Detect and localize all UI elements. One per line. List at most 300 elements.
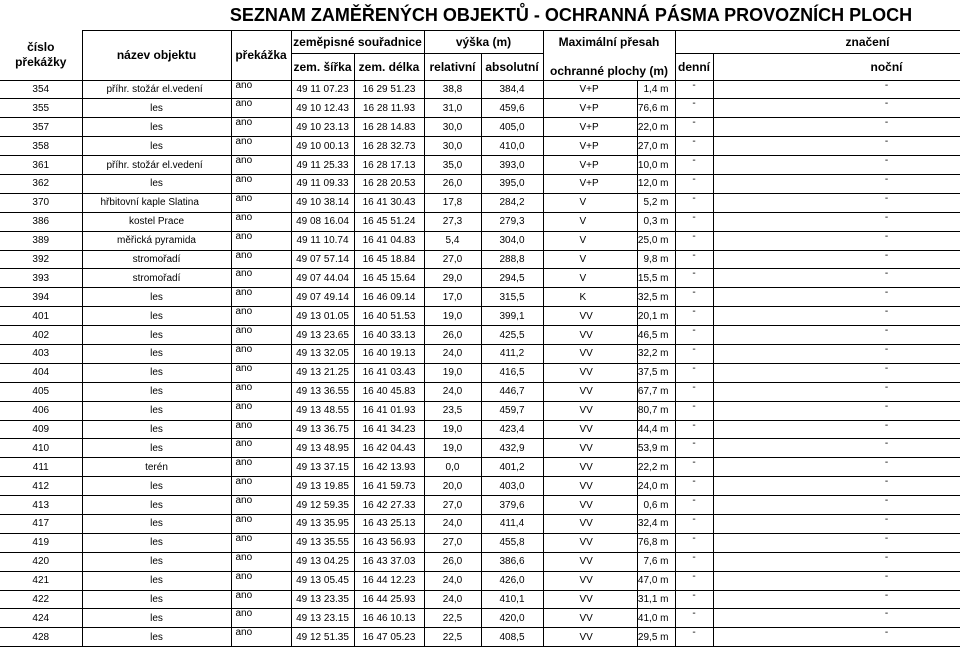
table-row bbox=[0, 307, 960, 326]
cell-night-marking: - bbox=[713, 401, 960, 420]
cell-protection-zone: V+P bbox=[543, 80, 637, 99]
cell-obstacle-flag: ano bbox=[231, 401, 291, 420]
cell-night-marking: - bbox=[713, 477, 960, 496]
cell-obstacle-flag: ano bbox=[231, 118, 291, 137]
cell-object-name: les bbox=[82, 401, 231, 420]
cell-obstacle-flag: ano bbox=[231, 363, 291, 382]
cell-night-marking: - bbox=[713, 344, 960, 363]
cell-night-marking: - bbox=[713, 628, 960, 647]
cell-longitude: 16 41 59.73 bbox=[354, 477, 424, 496]
cell-obstacle-number: 386 bbox=[0, 212, 82, 231]
cell-overhang: 67,7 m bbox=[637, 382, 675, 401]
cell-relative-height: 26,0 bbox=[424, 174, 481, 193]
cell-obstacle-number: 354 bbox=[0, 80, 82, 99]
cell-relative-height: 30,0 bbox=[424, 137, 481, 156]
cell-latitude: 49 13 23.35 bbox=[291, 590, 354, 609]
cell-object-name: les bbox=[82, 326, 231, 345]
cell-object-name: kostel Prace bbox=[82, 212, 231, 231]
cell-longitude: 16 45 15.64 bbox=[354, 269, 424, 288]
cell-relative-height: 22,5 bbox=[424, 628, 481, 647]
cell-relative-height: 27,0 bbox=[424, 250, 481, 269]
table-row bbox=[0, 269, 960, 288]
cell-latitude: 49 10 23.13 bbox=[291, 118, 354, 137]
cell-obstacle-number: 370 bbox=[0, 193, 82, 212]
cell-object-name: les bbox=[82, 307, 231, 326]
cell-absolute-height: 408,5 bbox=[481, 628, 543, 647]
cell-longitude: 16 42 13.93 bbox=[354, 458, 424, 477]
cell-obstacle-flag: ano bbox=[231, 514, 291, 533]
cell-absolute-height: 459,7 bbox=[481, 401, 543, 420]
cell-latitude: 49 13 48.95 bbox=[291, 439, 354, 458]
cell-latitude: 49 13 32.05 bbox=[291, 344, 354, 363]
cell-latitude: 49 10 00.13 bbox=[291, 137, 354, 156]
cell-obstacle-flag: ano bbox=[231, 174, 291, 193]
cell-protection-zone: VV bbox=[543, 533, 637, 552]
cell-night-marking: - bbox=[713, 533, 960, 552]
cell-night-marking: - bbox=[713, 174, 960, 193]
cell-relative-height: 23,5 bbox=[424, 401, 481, 420]
cell-overhang: 29,5 m bbox=[637, 628, 675, 647]
cell-latitude: 49 13 48.55 bbox=[291, 401, 354, 420]
cell-protection-zone: VV bbox=[543, 401, 637, 420]
cell-obstacle-flag: ano bbox=[231, 628, 291, 647]
cell-overhang: 0,6 m bbox=[637, 496, 675, 515]
cell-longitude: 16 28 11.93 bbox=[354, 99, 424, 118]
cell-protection-zone: VV bbox=[543, 477, 637, 496]
cell-object-name: les bbox=[82, 571, 231, 590]
cell-overhang: 32,2 m bbox=[637, 344, 675, 363]
cell-protection-zone: V bbox=[543, 269, 637, 288]
cell-absolute-height: 315,5 bbox=[481, 288, 543, 307]
cell-longitude: 16 28 14.83 bbox=[354, 118, 424, 137]
cell-protection-zone: VV bbox=[543, 552, 637, 571]
cell-latitude: 49 13 23.15 bbox=[291, 609, 354, 628]
cell-absolute-height: 432,9 bbox=[481, 439, 543, 458]
cell-day-marking: - bbox=[675, 193, 713, 212]
cell-obstacle-flag: ano bbox=[231, 420, 291, 439]
cell-overhang: 9,8 m bbox=[637, 250, 675, 269]
cell-day-marking: - bbox=[675, 212, 713, 231]
cell-object-name: les bbox=[82, 533, 231, 552]
cell-longitude: 16 43 56.93 bbox=[354, 533, 424, 552]
cell-protection-zone: VV bbox=[543, 458, 637, 477]
cell-protection-zone: V bbox=[543, 193, 637, 212]
cell-relative-height: 19,0 bbox=[424, 439, 481, 458]
cell-protection-zone: VV bbox=[543, 382, 637, 401]
header-object-name: název objektu bbox=[82, 31, 231, 81]
cell-relative-height: 27,0 bbox=[424, 533, 481, 552]
cell-overhang: 76,6 m bbox=[637, 99, 675, 118]
cell-obstacle-number: 403 bbox=[0, 344, 82, 363]
cell-longitude: 16 46 09.14 bbox=[354, 288, 424, 307]
cell-longitude: 16 28 17.13 bbox=[354, 156, 424, 175]
cell-overhang: 12,0 m bbox=[637, 174, 675, 193]
cell-object-name: les bbox=[82, 477, 231, 496]
cell-relative-height: 19,0 bbox=[424, 307, 481, 326]
cell-absolute-height: 284,2 bbox=[481, 193, 543, 212]
cell-latitude: 49 13 37.15 bbox=[291, 458, 354, 477]
cell-longitude: 16 40 33.13 bbox=[354, 326, 424, 345]
cell-object-name: les bbox=[82, 628, 231, 647]
cell-obstacle-number: 392 bbox=[0, 250, 82, 269]
cell-object-name: les bbox=[82, 344, 231, 363]
cell-object-name: příhr. stožár el.vedení bbox=[82, 80, 231, 99]
table-row bbox=[0, 326, 960, 345]
cell-object-name: příhr. stožár el.vedení bbox=[82, 156, 231, 175]
cell-latitude: 49 13 36.75 bbox=[291, 420, 354, 439]
header-absolute-height: absolutní bbox=[481, 54, 543, 81]
cell-longitude: 16 44 12.23 bbox=[354, 571, 424, 590]
cell-obstacle-flag: ano bbox=[231, 307, 291, 326]
cell-obstacle-flag: ano bbox=[231, 533, 291, 552]
cell-relative-height: 27,3 bbox=[424, 212, 481, 231]
table-row bbox=[0, 477, 960, 496]
cell-obstacle-flag: ano bbox=[231, 571, 291, 590]
cell-protection-zone: VV bbox=[543, 344, 637, 363]
cell-absolute-height: 403,0 bbox=[481, 477, 543, 496]
cell-relative-height: 24,0 bbox=[424, 344, 481, 363]
table-row bbox=[0, 609, 960, 628]
cell-day-marking: - bbox=[675, 250, 713, 269]
header-night: noční bbox=[713, 54, 960, 81]
cell-protection-zone: V+P bbox=[543, 99, 637, 118]
header-height: výška (m) bbox=[424, 31, 543, 54]
cell-night-marking: - bbox=[713, 156, 960, 175]
cell-obstacle-number: 411 bbox=[0, 458, 82, 477]
cell-day-marking: - bbox=[675, 269, 713, 288]
table-row bbox=[0, 496, 960, 515]
cell-obstacle-number: 402 bbox=[0, 326, 82, 345]
cell-latitude: 49 13 05.45 bbox=[291, 571, 354, 590]
cell-overhang: 22,2 m bbox=[637, 458, 675, 477]
cell-obstacle-flag: ano bbox=[231, 80, 291, 99]
cell-obstacle-number: 361 bbox=[0, 156, 82, 175]
cell-protection-zone: VV bbox=[543, 628, 637, 647]
cell-obstacle-number: 355 bbox=[0, 99, 82, 118]
cell-obstacle-number: 412 bbox=[0, 477, 82, 496]
table-row bbox=[0, 118, 960, 137]
cell-relative-height: 30,0 bbox=[424, 118, 481, 137]
cell-object-name: les bbox=[82, 514, 231, 533]
cell-latitude: 49 13 04.25 bbox=[291, 552, 354, 571]
cell-protection-zone: V+P bbox=[543, 137, 637, 156]
cell-relative-height: 19,0 bbox=[424, 363, 481, 382]
cell-day-marking: - bbox=[675, 174, 713, 193]
cell-obstacle-flag: ano bbox=[231, 156, 291, 175]
cell-protection-zone: VV bbox=[543, 571, 637, 590]
cell-longitude: 16 28 20.53 bbox=[354, 174, 424, 193]
cell-overhang: 5,2 m bbox=[637, 193, 675, 212]
cell-day-marking: - bbox=[675, 439, 713, 458]
cell-overhang: 44,4 m bbox=[637, 420, 675, 439]
cell-overhang: 32,4 m bbox=[637, 514, 675, 533]
table-row bbox=[0, 288, 960, 307]
cell-obstacle-number: 428 bbox=[0, 628, 82, 647]
cell-obstacle-number: 404 bbox=[0, 363, 82, 382]
header-longitude: zem. délka bbox=[354, 54, 424, 81]
cell-relative-height: 24,0 bbox=[424, 590, 481, 609]
cell-day-marking: - bbox=[675, 99, 713, 118]
cell-longitude: 16 40 19.13 bbox=[354, 344, 424, 363]
cell-overhang: 41,0 m bbox=[637, 609, 675, 628]
cell-obstacle-number: 362 bbox=[0, 174, 82, 193]
cell-overhang: 7,6 m bbox=[637, 552, 675, 571]
cell-protection-zone: V+P bbox=[543, 118, 637, 137]
cell-obstacle-number: 405 bbox=[0, 382, 82, 401]
cell-obstacle-flag: ano bbox=[231, 212, 291, 231]
cell-object-name: les bbox=[82, 496, 231, 515]
cell-obstacle-flag: ano bbox=[231, 382, 291, 401]
cell-longitude: 16 41 30.43 bbox=[354, 193, 424, 212]
cell-day-marking: - bbox=[675, 420, 713, 439]
cell-overhang: 31,1 m bbox=[637, 590, 675, 609]
cell-protection-zone: VV bbox=[543, 326, 637, 345]
cell-night-marking: - bbox=[713, 326, 960, 345]
cell-absolute-height: 423,4 bbox=[481, 420, 543, 439]
cell-longitude: 16 46 10.13 bbox=[354, 609, 424, 628]
cell-object-name: les bbox=[82, 174, 231, 193]
cell-obstacle-flag: ano bbox=[231, 496, 291, 515]
cell-absolute-height: 410,0 bbox=[481, 137, 543, 156]
cell-day-marking: - bbox=[675, 231, 713, 250]
cell-obstacle-flag: ano bbox=[231, 344, 291, 363]
cell-longitude: 16 29 51.23 bbox=[354, 80, 424, 99]
cell-protection-zone: VV bbox=[543, 363, 637, 382]
cell-absolute-height: 411,4 bbox=[481, 514, 543, 533]
cell-absolute-height: 393,0 bbox=[481, 156, 543, 175]
cell-longitude: 16 41 34.23 bbox=[354, 420, 424, 439]
cell-latitude: 49 12 51.35 bbox=[291, 628, 354, 647]
cell-overhang: 20,1 m bbox=[637, 307, 675, 326]
cell-absolute-height: 294,5 bbox=[481, 269, 543, 288]
cell-night-marking: - bbox=[713, 439, 960, 458]
cell-absolute-height: 279,3 bbox=[481, 212, 543, 231]
table-row bbox=[0, 80, 960, 99]
cell-night-marking: - bbox=[713, 458, 960, 477]
cell-relative-height: 17,8 bbox=[424, 193, 481, 212]
cell-overhang: 10,0 m bbox=[637, 156, 675, 175]
cell-relative-height: 0,0 bbox=[424, 458, 481, 477]
cell-latitude: 49 07 57.14 bbox=[291, 250, 354, 269]
cell-night-marking: - bbox=[713, 571, 960, 590]
cell-obstacle-number: 393 bbox=[0, 269, 82, 288]
cell-longitude: 16 47 05.23 bbox=[354, 628, 424, 647]
cell-latitude: 49 11 09.33 bbox=[291, 174, 354, 193]
cell-night-marking: - bbox=[713, 231, 960, 250]
cell-day-marking: - bbox=[675, 80, 713, 99]
cell-object-name: les bbox=[82, 590, 231, 609]
cell-protection-zone: K bbox=[543, 288, 637, 307]
cell-relative-height: 29,0 bbox=[424, 269, 481, 288]
cell-overhang: 27,0 m bbox=[637, 137, 675, 156]
cell-absolute-height: 420,0 bbox=[481, 609, 543, 628]
table-row bbox=[0, 552, 960, 571]
cell-protection-zone: VV bbox=[543, 420, 637, 439]
cell-latitude: 49 13 23.65 bbox=[291, 326, 354, 345]
cell-latitude: 49 13 36.55 bbox=[291, 382, 354, 401]
cell-day-marking: - bbox=[675, 363, 713, 382]
cell-day-marking: - bbox=[675, 344, 713, 363]
cell-night-marking: - bbox=[713, 307, 960, 326]
table-row bbox=[0, 231, 960, 250]
table-row bbox=[0, 174, 960, 193]
cell-absolute-height: 416,5 bbox=[481, 363, 543, 382]
cell-longitude: 16 28 32.73 bbox=[354, 137, 424, 156]
header-marking: značení bbox=[675, 31, 960, 54]
cell-absolute-height: 405,0 bbox=[481, 118, 543, 137]
cell-latitude: 49 08 16.04 bbox=[291, 212, 354, 231]
cell-day-marking: - bbox=[675, 307, 713, 326]
cell-object-name: les bbox=[82, 363, 231, 382]
table-row bbox=[0, 193, 960, 212]
cell-obstacle-number: 358 bbox=[0, 137, 82, 156]
cell-obstacle-number: 419 bbox=[0, 533, 82, 552]
cell-night-marking: - bbox=[713, 363, 960, 382]
cell-obstacle-number: 421 bbox=[0, 571, 82, 590]
cell-obstacle-flag: ano bbox=[231, 269, 291, 288]
cell-night-marking: - bbox=[713, 250, 960, 269]
cell-obstacle-number: 394 bbox=[0, 288, 82, 307]
cell-night-marking: - bbox=[713, 269, 960, 288]
cell-obstacle-flag: ano bbox=[231, 137, 291, 156]
cell-absolute-height: 426,0 bbox=[481, 571, 543, 590]
cell-overhang: 76,8 m bbox=[637, 533, 675, 552]
cell-obstacle-number: 413 bbox=[0, 496, 82, 515]
cell-night-marking: - bbox=[713, 193, 960, 212]
cell-latitude: 49 13 19.85 bbox=[291, 477, 354, 496]
cell-relative-height: 5,4 bbox=[424, 231, 481, 250]
cell-object-name: měřická pyramida bbox=[82, 231, 231, 250]
cell-day-marking: - bbox=[675, 496, 713, 515]
cell-object-name: les bbox=[82, 609, 231, 628]
cell-latitude: 49 11 10.74 bbox=[291, 231, 354, 250]
cell-latitude: 49 07 44.04 bbox=[291, 269, 354, 288]
cell-absolute-height: 446,7 bbox=[481, 382, 543, 401]
cell-night-marking: - bbox=[713, 99, 960, 118]
cell-relative-height: 31,0 bbox=[424, 99, 481, 118]
header-coordinates: zeměpisné souřadnice bbox=[291, 31, 424, 54]
cell-overhang: 46,5 m bbox=[637, 326, 675, 345]
cell-absolute-height: 410,1 bbox=[481, 590, 543, 609]
cell-protection-zone: VV bbox=[543, 609, 637, 628]
table-row bbox=[0, 156, 960, 175]
cell-day-marking: - bbox=[675, 590, 713, 609]
cell-obstacle-flag: ano bbox=[231, 99, 291, 118]
cell-latitude: 49 13 21.25 bbox=[291, 363, 354, 382]
cell-obstacle-number: 406 bbox=[0, 401, 82, 420]
cell-obstacle-flag: ano bbox=[231, 590, 291, 609]
cell-obstacle-flag: ano bbox=[231, 250, 291, 269]
table-row bbox=[0, 514, 960, 533]
cell-absolute-height: 411,2 bbox=[481, 344, 543, 363]
cell-absolute-height: 288,8 bbox=[481, 250, 543, 269]
cell-night-marking: - bbox=[713, 552, 960, 571]
cell-overhang: 15,5 m bbox=[637, 269, 675, 288]
cell-longitude: 16 42 04.43 bbox=[354, 439, 424, 458]
cell-night-marking: - bbox=[713, 118, 960, 137]
cell-night-marking: - bbox=[713, 514, 960, 533]
cell-day-marking: - bbox=[675, 609, 713, 628]
header-day: denní bbox=[675, 54, 713, 81]
cell-protection-zone: V bbox=[543, 212, 637, 231]
cell-object-name: terén bbox=[82, 458, 231, 477]
cell-relative-height: 20,0 bbox=[424, 477, 481, 496]
cell-protection-zone: VV bbox=[543, 439, 637, 458]
header-latitude: zem. šířka bbox=[291, 54, 354, 81]
cell-day-marking: - bbox=[675, 288, 713, 307]
cell-latitude: 49 07 49.14 bbox=[291, 288, 354, 307]
cell-relative-height: 27,0 bbox=[424, 496, 481, 515]
cell-latitude: 49 10 38.14 bbox=[291, 193, 354, 212]
cell-absolute-height: 379,6 bbox=[481, 496, 543, 515]
cell-night-marking: - bbox=[713, 288, 960, 307]
cell-relative-height: 17,0 bbox=[424, 288, 481, 307]
cell-day-marking: - bbox=[675, 514, 713, 533]
table-row bbox=[0, 420, 960, 439]
cell-obstacle-number: 401 bbox=[0, 307, 82, 326]
cell-absolute-height: 395,0 bbox=[481, 174, 543, 193]
cell-object-name: les bbox=[82, 420, 231, 439]
cell-longitude: 16 43 37.03 bbox=[354, 552, 424, 571]
cell-obstacle-flag: ano bbox=[231, 439, 291, 458]
cell-longitude: 16 41 04.83 bbox=[354, 231, 424, 250]
cell-day-marking: - bbox=[675, 533, 713, 552]
table-row bbox=[0, 401, 960, 420]
table-row bbox=[0, 212, 960, 231]
cell-absolute-height: 459,6 bbox=[481, 99, 543, 118]
cell-obstacle-number: 424 bbox=[0, 609, 82, 628]
cell-night-marking: - bbox=[713, 80, 960, 99]
cell-absolute-height: 384,4 bbox=[481, 80, 543, 99]
cell-night-marking: - bbox=[713, 212, 960, 231]
cell-day-marking: - bbox=[675, 401, 713, 420]
cell-longitude: 16 45 51.24 bbox=[354, 212, 424, 231]
cell-obstacle-number: 422 bbox=[0, 590, 82, 609]
cell-latitude: 49 13 01.05 bbox=[291, 307, 354, 326]
cell-latitude: 49 11 07.23 bbox=[291, 80, 354, 99]
cell-day-marking: - bbox=[675, 552, 713, 571]
table-row bbox=[0, 137, 960, 156]
header-protection-zones: ochranné plochy (m) bbox=[543, 54, 675, 81]
cell-overhang: 24,0 m bbox=[637, 477, 675, 496]
header-obstacle: překážka bbox=[231, 31, 291, 81]
cell-day-marking: - bbox=[675, 458, 713, 477]
cell-longitude: 16 44 25.93 bbox=[354, 590, 424, 609]
cell-day-marking: - bbox=[675, 156, 713, 175]
cell-object-name: les bbox=[82, 552, 231, 571]
cell-obstacle-flag: ano bbox=[231, 609, 291, 628]
cell-longitude: 16 40 51.53 bbox=[354, 307, 424, 326]
cell-obstacle-flag: ano bbox=[231, 477, 291, 496]
cell-night-marking: - bbox=[713, 420, 960, 439]
cell-protection-zone: VV bbox=[543, 307, 637, 326]
cell-protection-zone: V bbox=[543, 231, 637, 250]
cell-latitude: 49 13 35.95 bbox=[291, 514, 354, 533]
cell-longitude: 16 45 18.84 bbox=[354, 250, 424, 269]
cell-absolute-height: 304,0 bbox=[481, 231, 543, 250]
cell-overhang: 1,4 m bbox=[637, 80, 675, 99]
cell-object-name: les bbox=[82, 99, 231, 118]
cell-absolute-height: 455,8 bbox=[481, 533, 543, 552]
cell-day-marking: - bbox=[675, 477, 713, 496]
cell-night-marking: - bbox=[713, 496, 960, 515]
cell-overhang: 47,0 m bbox=[637, 571, 675, 590]
table-row bbox=[0, 458, 960, 477]
cell-overhang: 0,3 m bbox=[637, 212, 675, 231]
cell-longitude: 16 42 27.33 bbox=[354, 496, 424, 515]
cell-relative-height: 24,0 bbox=[424, 382, 481, 401]
cell-day-marking: - bbox=[675, 326, 713, 345]
